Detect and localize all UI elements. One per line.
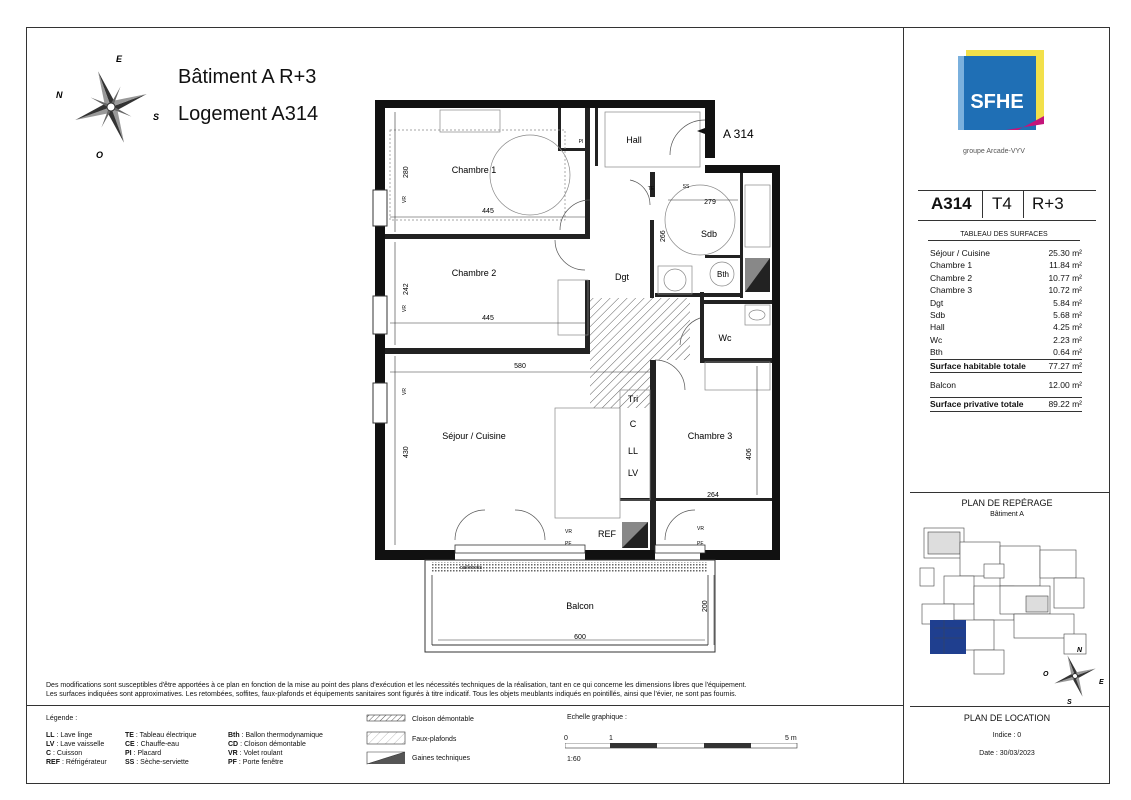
dim-445-b: 445 — [482, 315, 494, 322]
dim-580: 580 — [514, 363, 526, 370]
dim-200: 200 — [702, 600, 709, 612]
dim-445-a: 445 — [482, 208, 494, 215]
note-line-2: Les surfaces indiquées sont approximatives. Les retombées, soffites, faux-plafonds et équipements sanitaires sont figurés à titre indicatif. Tous les objets meublants indiqués en pointillés, ainsi que l'évier, ne sont pas fournis. — [46, 691, 737, 698]
notes-divider — [26, 705, 904, 706]
reperage-subtitle: Bâtiment A — [990, 511, 1024, 518]
cloison-demontable-zone — [590, 298, 690, 408]
label-pi: PI — [578, 139, 584, 145]
label-ss: SS — [682, 184, 690, 190]
indice: Indice : 0 — [992, 732, 1022, 739]
surface-row: Chambre 2 10.77 m² — [930, 272, 1082, 283]
sidebar-divider — [903, 27, 904, 784]
scale-title: Echelle graphique : — [567, 714, 627, 721]
room-balcon: Balcon — [566, 601, 594, 611]
room-dgt: Dgt — [614, 272, 630, 282]
compass-n: N — [56, 90, 63, 100]
surface-balcon-row: Balcon 12.00 m² — [930, 380, 1082, 391]
unit-code: A314 — [931, 194, 972, 213]
scale-bar — [565, 743, 800, 749]
vr-label-5: VR — [697, 526, 704, 532]
label-ll: LL — [627, 446, 639, 456]
room-chambre-1: Chambre 1 — [451, 165, 497, 175]
surface-row: Chambre 3 10.72 m² — [930, 285, 1082, 296]
surface-privative-row: Surface privative totale 89.22 m² — [930, 397, 1082, 411]
unit-floor: R+3 — [1032, 194, 1064, 213]
room-hall: Hall — [626, 135, 642, 145]
legend-symbols — [366, 712, 406, 772]
surface-row: Séjour / Cuisine 25.30 m² — [930, 248, 1082, 258]
surfaces-table — [930, 247, 1082, 412]
small-compass-icon — [1043, 642, 1108, 707]
unit-type: T4 — [992, 194, 1012, 213]
svg-text:O: O — [1043, 671, 1049, 678]
scale-0: 0 — [564, 735, 568, 742]
unit-title: Logement A314 — [178, 103, 319, 125]
scale-1: 1 — [609, 735, 613, 742]
scale-ratio: 1:60 — [567, 756, 581, 763]
dim-279: 279 — [704, 199, 716, 206]
dim-430: 430 — [403, 446, 410, 458]
entry-label: A 314 — [723, 127, 754, 141]
highlighted-unit — [930, 620, 966, 654]
date: Date : 30/03/2023 — [979, 750, 1035, 757]
label-tri: Tri — [627, 394, 639, 404]
room-bth: Bth — [716, 270, 730, 279]
legend-col-3: Bth : Ballon thermodynamique CD : Cloison démontable VR : Volet roulant PF : Porte fenêtre — [228, 732, 323, 766]
svg-text:N: N — [1077, 647, 1083, 654]
exterior-walls — [375, 100, 780, 560]
svg-text:E: E — [1099, 679, 1104, 686]
vr-label-1: VR — [402, 196, 408, 203]
dim-264: 264 — [707, 492, 719, 499]
legend-symbol-gaines: Gaines techniques — [412, 755, 470, 762]
location-title: PLAN DE LOCATION — [963, 713, 1051, 723]
vr-label-4: VR — [565, 529, 572, 535]
dim-406: 406 — [746, 448, 753, 460]
dim-242: 242 — [403, 283, 410, 295]
logo-subtitle: groupe Arcade-VYV — [963, 148, 1025, 155]
surface-row: Bth 0.64 m² — [930, 347, 1082, 358]
svg-text:S: S — [1067, 699, 1072, 706]
surface-row: Hall 4.25 m² — [930, 322, 1082, 333]
logo-text: SFHE — [970, 91, 1024, 113]
legend-symbol-faux-plafonds: Faux-plafonds — [412, 736, 457, 743]
compass-s: S — [153, 112, 160, 122]
building-title: Bâtiment A R+3 — [178, 66, 317, 88]
label-caillebotis: caillebotis — [460, 565, 482, 571]
room-sdb: Sdb — [700, 229, 718, 239]
room-chambre-3: Chambre 3 — [687, 431, 733, 441]
legend-col-2: TE : Tableau électrique CE : Chauffe-eau PI : Placard SS : Sèche-serviette — [125, 732, 197, 766]
scale-5: 5 m — [785, 735, 797, 742]
reperage-title: PLAN DE REPÉRAGE — [961, 498, 1053, 508]
compass-e: E — [116, 54, 123, 64]
dim-266: 266 — [660, 230, 667, 242]
legend-col-1: LL : Lave linge LV : Lave vaisselle C : Cuisson REF : Réfrigérateur — [46, 732, 107, 766]
dim-280: 280 — [403, 166, 410, 178]
dim-600: 600 — [574, 634, 586, 641]
pf-label-1: PF — [565, 541, 572, 547]
notes — [46, 681, 896, 699]
room-sejour: Séjour / Cuisine — [442, 431, 506, 441]
room-chambre-2: Chambre 2 — [451, 268, 497, 278]
surface-row: Wc 2.23 m² — [930, 334, 1082, 345]
label-lv: LV — [627, 468, 639, 478]
vr-label-2: VR — [402, 305, 408, 312]
vr-label-3: VR — [402, 388, 408, 395]
surface-row: Chambre 1 11.84 m² — [930, 260, 1082, 271]
note-line-1: Des modifications sont susceptibles d'être apportées à ce plan en fonction de la mise au point des plans d'exécution et les nécessités techniques de la réalisation, tant en ce qui concerne les dimensions libres que l'équipement. — [46, 682, 747, 689]
compass-o: O — [96, 150, 104, 160]
surfaces-title: TABLEAU DES SURFACES — [928, 231, 1080, 241]
interior-walls — [385, 108, 772, 550]
pf-label-2: PF — [697, 541, 704, 547]
label-c: C — [629, 419, 637, 429]
legend-title: Légende : — [46, 715, 78, 722]
label-ref: REF — [598, 529, 616, 539]
left-windows — [373, 190, 387, 423]
legend-symbol-cloison: Cloison démontable — [412, 716, 474, 723]
surface-row: Dgt 5.84 m² — [930, 297, 1082, 308]
label-te: TE — [647, 186, 655, 192]
room-wc: Wc — [718, 333, 732, 343]
sfhe-logo — [958, 50, 1046, 136]
surface-habitable-row: Surface habitable totale 77.27 m² — [930, 359, 1082, 373]
surface-row: Sdb 5.68 m² — [930, 310, 1082, 321]
